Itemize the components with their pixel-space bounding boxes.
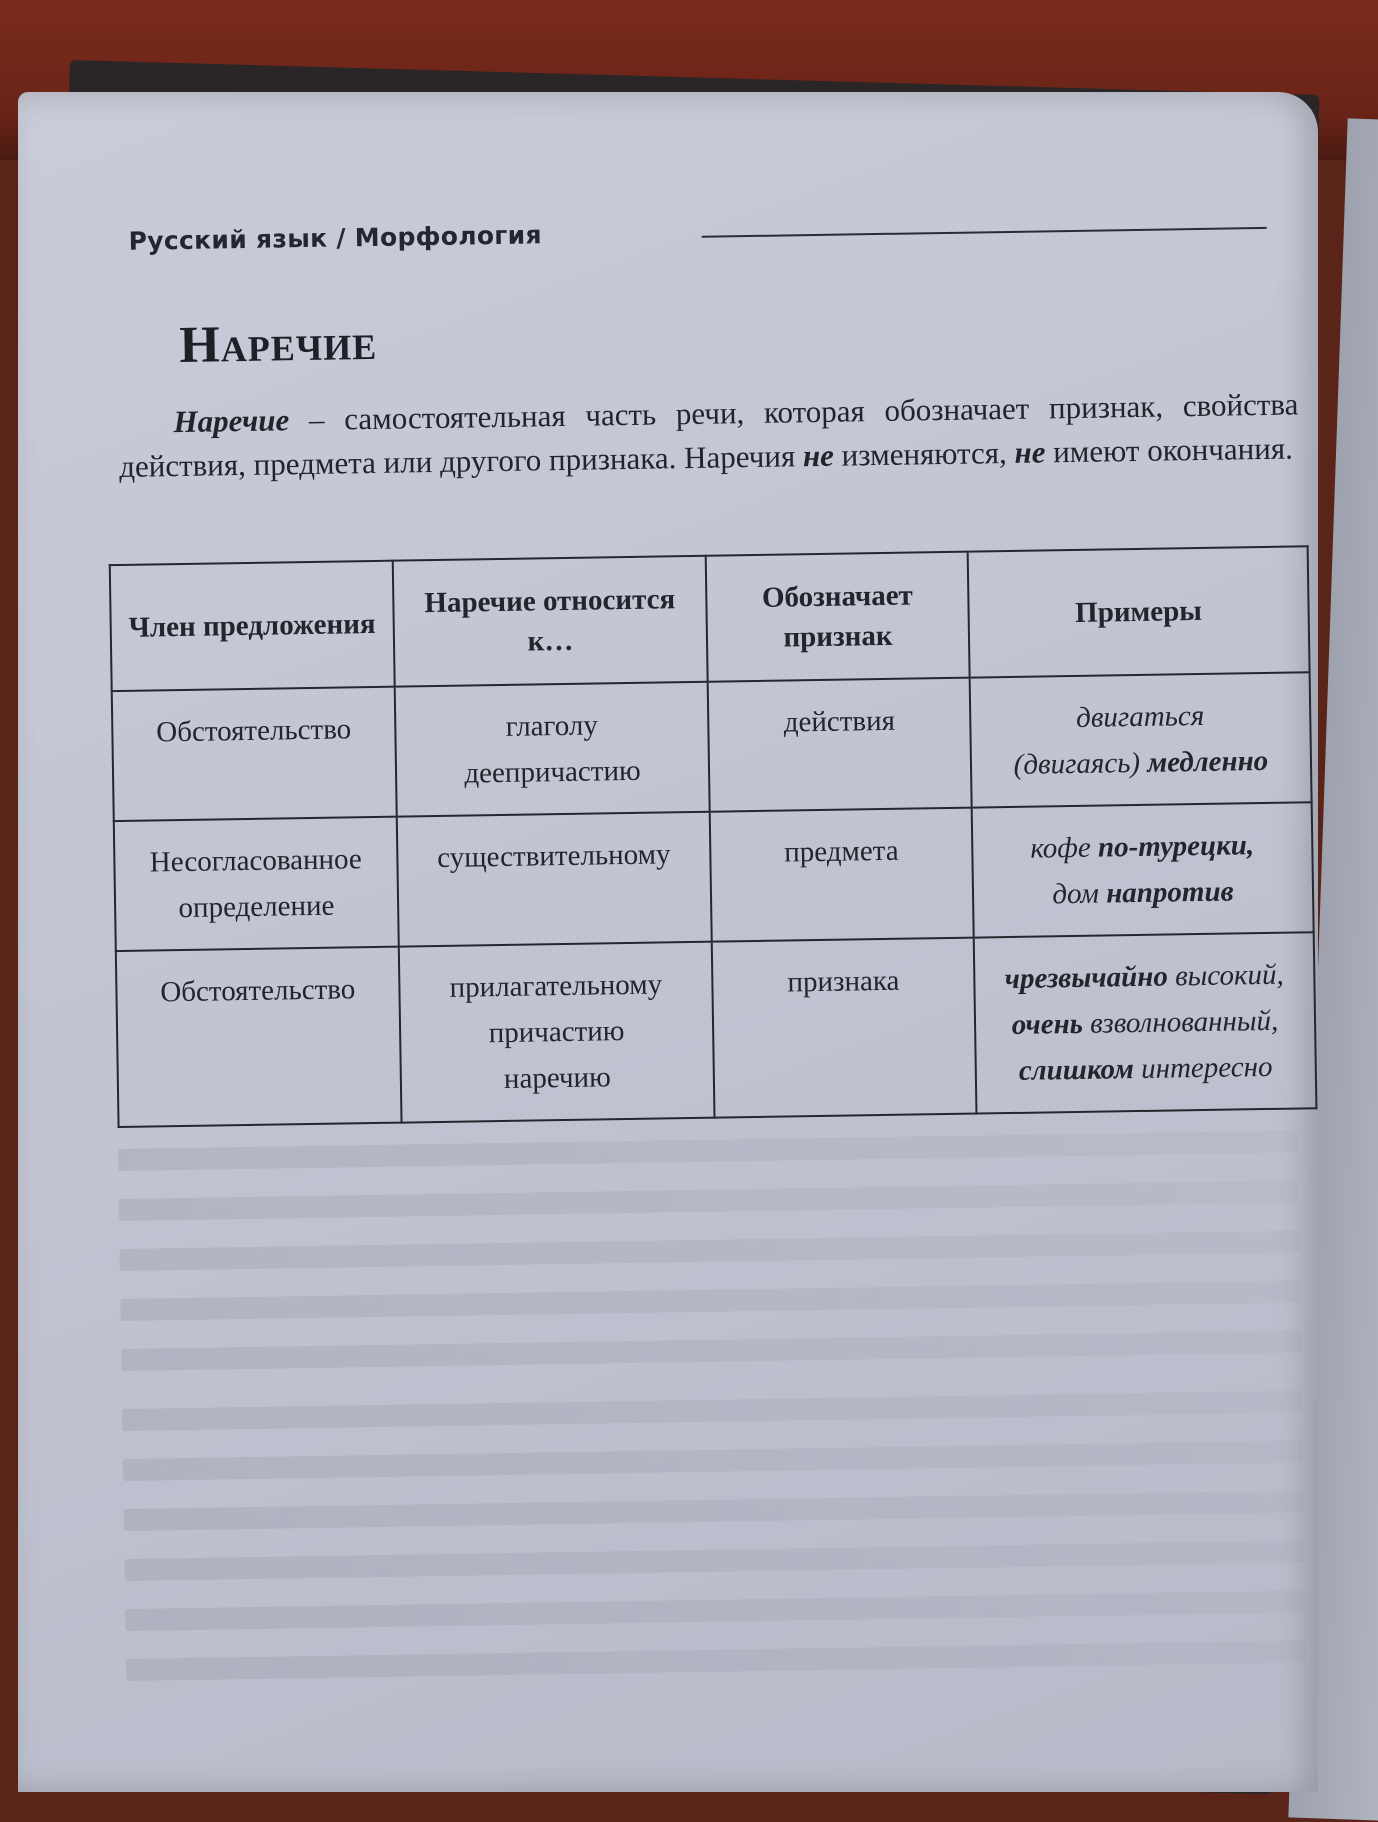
bleed-through-line xyxy=(123,1440,1303,1481)
column-header: Примеры xyxy=(967,546,1309,677)
bleed-through-line xyxy=(122,1390,1302,1431)
relates-item: причастию xyxy=(488,1015,625,1050)
bleed-through-line xyxy=(124,1490,1304,1531)
bleed-through-line xyxy=(118,1131,1298,1172)
definition-text: имеют окончания. xyxy=(1045,430,1294,470)
running-header: Русский язык / Морфология xyxy=(128,220,543,256)
table-row xyxy=(116,932,1317,1127)
example-adverb: очень xyxy=(1011,1007,1084,1041)
examples-cell xyxy=(969,672,1311,807)
column-header: Обозначает признак xyxy=(706,552,970,682)
relates-to-cell xyxy=(396,812,712,947)
table-row xyxy=(112,672,1312,821)
relates-to-cell xyxy=(398,942,714,1123)
bleed-through-line xyxy=(121,1330,1301,1371)
example-plain: взволнованный, xyxy=(1082,1004,1279,1040)
table-header-row xyxy=(110,546,1310,691)
column-header: Член предложения xyxy=(110,561,395,691)
page-title: Наречие xyxy=(178,313,378,374)
sign-cell: признака xyxy=(712,938,976,1118)
example-plain: дом xyxy=(1052,877,1107,911)
definition-text: – самостоятельная часть речи, которая обозначает признак, свойства действия, предмета или другого признака. Наречия xyxy=(118,386,1299,484)
example-adverb: по-турецки, xyxy=(1097,829,1255,864)
relates-item: глаголу xyxy=(505,709,599,743)
sign-cell: предмета xyxy=(710,808,974,942)
bleed-through-line xyxy=(119,1181,1299,1222)
example-line xyxy=(989,951,1300,1002)
defined-term: Наречие xyxy=(173,402,290,440)
bleed-through-line xyxy=(124,1540,1304,1581)
bleed-through-line xyxy=(119,1231,1299,1272)
sign-cell: действия xyxy=(708,678,972,812)
example-plain: интересно xyxy=(1133,1050,1273,1086)
column-header: Наречие относится к… xyxy=(392,556,707,687)
example-plain: двигаться xyxy=(1075,699,1205,734)
bleed-through-line xyxy=(125,1590,1305,1631)
sentence-member-cell: Несогласованное определение xyxy=(114,817,399,951)
emphasis-ne: не xyxy=(1014,434,1046,470)
example-plain: высокий, xyxy=(1167,958,1285,993)
example-line xyxy=(985,692,1296,743)
example-adverb: медленно xyxy=(1147,744,1269,779)
sentence-member-cell: Обстоятельство xyxy=(116,947,401,1127)
header-rule xyxy=(702,227,1267,238)
examples-cell xyxy=(972,802,1314,937)
example-line xyxy=(988,867,1299,918)
example-plain: (двигаясь) xyxy=(1013,746,1148,781)
example-adverb: чрезвычайно xyxy=(1004,960,1169,996)
example-line xyxy=(985,737,1296,788)
example-adverb: слишком xyxy=(1018,1053,1135,1087)
relates-to-cell xyxy=(394,682,710,817)
bleed-through-line xyxy=(120,1280,1300,1321)
emphasis-ne: не xyxy=(802,437,835,474)
definition-paragraph xyxy=(118,382,1299,489)
table-row xyxy=(114,802,1314,951)
example-line xyxy=(987,821,1298,872)
example-plain: кофе xyxy=(1030,831,1099,865)
relates-item: наречию xyxy=(503,1061,611,1095)
bleed-through-line xyxy=(126,1640,1306,1681)
definition-text: изменяются, xyxy=(833,434,1015,473)
sentence-member-cell: Обстоятельство xyxy=(112,687,397,821)
relates-item: существительному xyxy=(436,838,671,874)
adverb-table xyxy=(109,545,1318,1128)
example-line xyxy=(990,997,1301,1048)
example-adverb: напротив xyxy=(1105,875,1234,910)
example-line xyxy=(990,1043,1301,1094)
relates-item: деепричастию xyxy=(464,754,641,790)
examples-cell xyxy=(974,932,1317,1113)
relates-item: прилагательному xyxy=(449,968,663,1004)
